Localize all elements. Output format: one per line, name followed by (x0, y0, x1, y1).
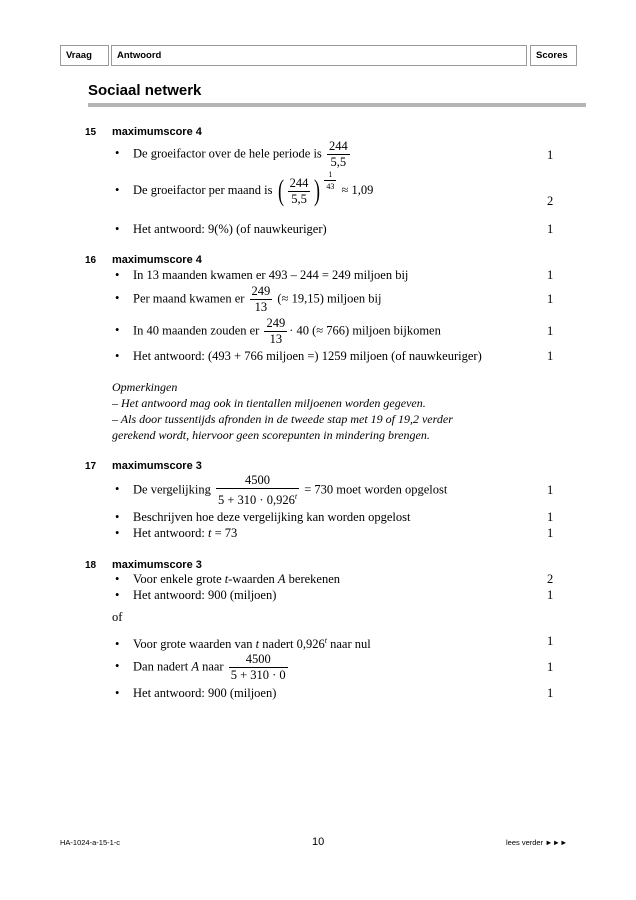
answer-line: • De groeifactor per maand is ( $\frac{244}{5,5}$ ) $\frac{1}{43}$ ≈ 1,09 (115, 170, 374, 207)
answer-line: • Voor enkele grote t-waarden A berekenen (115, 572, 340, 586)
answer-line: • De groeifactor over de hele periode is $\frac{244}{5,5}$ (115, 139, 348, 169)
score-value: 1 (547, 526, 554, 540)
answer-line: • Voor grote waarden van t nadert 0,926$^t$ naar nul (115, 636, 371, 652)
document-code: HA-1024-a-15-1-c (60, 838, 121, 847)
answer-line: • In 40 maanden zouden er $\frac{249}{13}$ · 40 (≈ 766) miljoen bijkomen (115, 316, 441, 346)
answer-line: • Het antwoord: t = 73 (115, 526, 238, 540)
section-title: Sociaal netwerk (88, 82, 202, 99)
header-scores: Scores (530, 45, 577, 66)
question-number: 18 (85, 560, 97, 571)
question-number: 15 (85, 127, 97, 138)
score-value: 1 (547, 634, 554, 648)
score-value: 2 (547, 194, 554, 208)
score-value: 1 (547, 483, 554, 497)
score-value: 1 (547, 292, 554, 306)
score-value: 1 (547, 588, 554, 602)
remark-line: gerekend wordt, hiervoor geen scorepunten in mindering brengen. (112, 428, 430, 442)
question-max-score: maximumscore 3 (112, 460, 202, 472)
question-max-score: maximumscore 3 (112, 559, 202, 571)
page-number: 10 (312, 836, 325, 848)
answer-line: • De vergelijking $\frac{4500}{5 + 310 \cdot 0,926^t}$ = 730 moet worden opgelost (115, 473, 448, 508)
exponent-fraction: $\frac{1}{43}$ (326, 170, 335, 191)
score-value: 1 (547, 510, 554, 524)
score-value: 1 (547, 148, 554, 162)
answer-line: • Het antwoord: 900 (miljoen) (115, 588, 277, 602)
score-value: 1 (547, 686, 554, 700)
remark-line: – Als door tussentijds afronden in de tweede stap met 19 of 19,2 verder (112, 412, 453, 426)
question-max-score: maximumscore 4 (112, 254, 202, 266)
fraction: $\frac{4500}{5 + 310 \cdot 0}$ (230, 652, 286, 682)
remarks-heading: Opmerkingen (112, 380, 178, 394)
answer-line: • Het antwoord: 900 (miljoen) (115, 686, 277, 700)
header-antwoord: Antwoord (111, 45, 527, 66)
question-number: 16 (85, 255, 97, 266)
fraction: $\frac{249}{13}$ (251, 284, 271, 314)
answer-line: • Beschrijven hoe deze vergelijking kan worden opgelost (115, 510, 411, 524)
answer-line: • Per maand kwamen er $\frac{249}{13}$ (≈ 19,15) miljoen bij (115, 284, 382, 314)
remark-line: – Het antwoord mag ook in tientallen miljoenen worden gegeven. (112, 396, 426, 410)
question-max-score: maximumscore 4 (112, 126, 202, 138)
continue-label: lees verder ►►► (506, 838, 568, 847)
answer-line: • Het antwoord: 9(%) (of nauwkeuriger) (115, 222, 327, 236)
title-divider (88, 103, 586, 107)
score-value: 1 (547, 660, 554, 674)
answer-line: • Dan nadert A naar $\frac{4500}{5 + 310 \cdot 0}$ (115, 652, 286, 682)
fraction: $\frac{244}{5,5}$ (289, 175, 309, 206)
score-value: 1 (547, 222, 554, 236)
alternative-separator: of (112, 610, 123, 624)
score-value: 1 (547, 268, 554, 282)
fraction: $\frac{249}{13}$ (266, 316, 286, 346)
fraction: $\frac{244}{5,5}$ (328, 139, 348, 169)
answer-line: • In 13 maanden kwamen er 493 – 244 = 249 miljoen bij (115, 268, 409, 282)
header-vraag: Vraag (60, 45, 109, 66)
fraction: $\frac{4500}{5 + 310 \cdot 0,926^t}$ (218, 473, 298, 508)
score-value: 2 (547, 572, 554, 586)
score-value: 1 (547, 349, 554, 363)
score-value: 1 (547, 324, 554, 338)
answer-line: • Het antwoord: (493 + 766 miljoen =) 1259 miljoen (of nauwkeuriger) (115, 349, 482, 363)
question-number: 17 (85, 461, 97, 472)
